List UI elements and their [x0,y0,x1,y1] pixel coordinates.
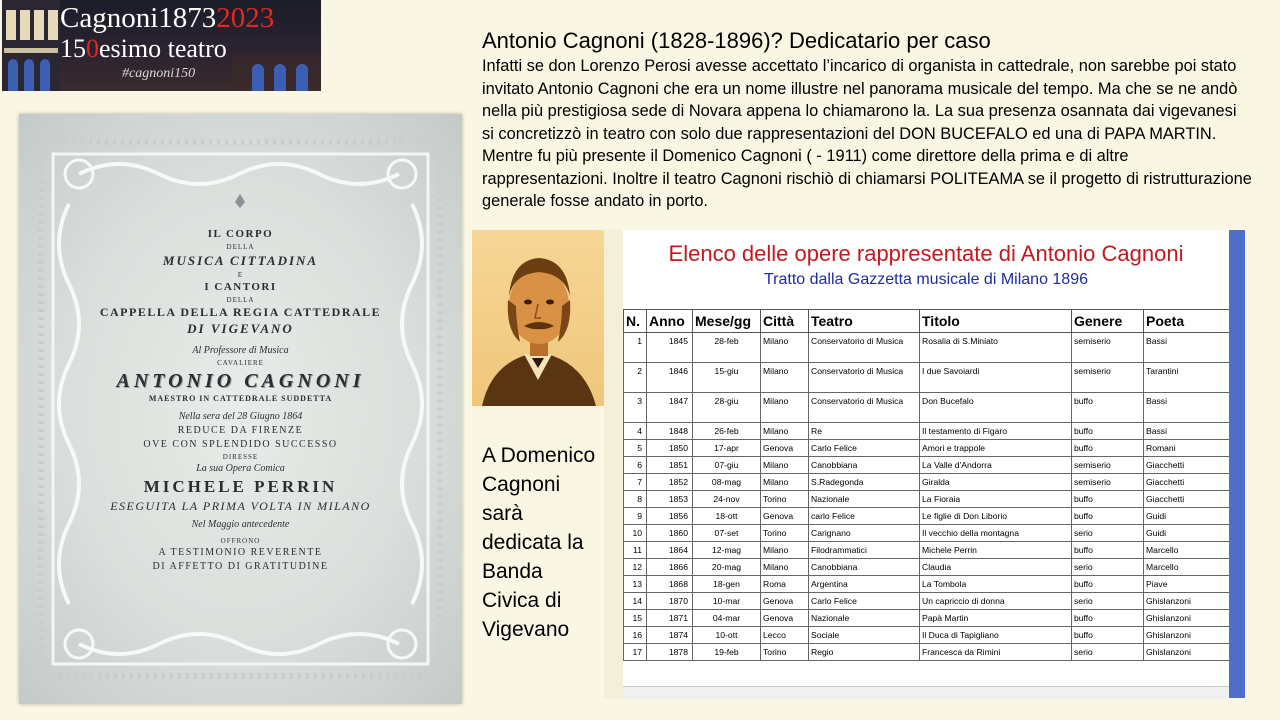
table-cell: 1878 [647,644,693,661]
table-cell: Il vecchio della montagna [920,525,1072,542]
poster-line: Al Professore di Musica [192,345,289,356]
table-row [624,333,1230,363]
table-cell: 1870 [647,593,693,610]
table-cell: Giacchetti [1144,474,1230,491]
table-row [624,559,1230,576]
table-cell: buffo [1072,491,1144,508]
table-cell: 1848 [647,423,693,440]
table-cell: 04-mar [693,610,761,627]
poster-line: Nel Maggio antecedente [191,519,290,530]
table-cell: Giralda [920,474,1072,491]
table-cell: semiserio [1072,457,1144,474]
table-row [624,593,1230,610]
table-cell: Don Bucefalo [920,393,1072,423]
table-cell: Re [809,423,920,440]
table-cell: 08-mag [693,474,761,491]
table-cell: Milano [761,393,809,423]
table-cell: 10-mar [693,593,761,610]
table-cell: 1 [624,333,647,363]
table-cell: 1866 [647,559,693,576]
poster-line: DIRESSE [222,453,259,461]
poster-line: E [237,271,244,279]
poster-line: I CANTORI [204,281,277,293]
table-cell: semiserio [1072,333,1144,363]
table-cell: Bassi [1144,393,1230,423]
cagnoni150-logo [2,0,321,91]
table-row [624,610,1230,627]
table-cell: 8 [624,491,647,508]
poster-line: MICHELE PERRIN [143,477,338,496]
table-cell: Filodrammatici [809,542,920,559]
table-cell: Regio [809,644,920,661]
table-row [624,474,1230,491]
table-cell: buffo [1072,610,1144,627]
table-cell: S.Radegonda [809,474,920,491]
table-row [624,440,1230,457]
table-cell: La Valle d'Andorra [920,457,1072,474]
table-cell: Roma [761,576,809,593]
table-cell: Romani [1144,440,1230,457]
logo-years-start: Cagnoni1873 [60,2,217,34]
table-cell: 14 [624,593,647,610]
logo-esimo-teatro: esimo teatro [99,34,227,63]
table-cell: Giacchetti [1144,491,1230,508]
table-row [624,393,1230,423]
poster-line: DELLA [226,243,255,251]
table-cell: 6 [624,457,647,474]
table-cell: Nazionale [809,491,920,508]
table-cell: Carlo Felice [809,593,920,610]
logo-0: 0 [86,34,99,63]
logo-line-2 [60,34,227,64]
table-cell: 11 [624,542,647,559]
portrait-illustration [472,230,605,406]
table-cell: 28-feb [693,333,761,363]
poster-line: ANTONIO CAGNONI [116,370,365,392]
table-cell: Il Duca di Tapigliano [920,627,1072,644]
column-header: Poeta [1144,310,1230,333]
poster-line: IL CORPO [207,228,274,240]
poster-line: REDUCE DA FIRENZE [177,425,304,436]
table-cell: 1845 [647,333,693,363]
blue-side-bar [1229,230,1245,698]
opere-table [623,309,1230,661]
table-cell: serio [1072,593,1144,610]
table-cell: Rosalia di S.Miniato [920,333,1072,363]
table-cell: buffo [1072,627,1144,644]
table-cell: Un capriccio di donna [920,593,1072,610]
table-title: Elenco delle opere rappresentate di Antonio Cagnoni [668,241,1184,266]
table-cell: 1864 [647,542,693,559]
table-cell: buffo [1072,393,1144,423]
table-cell: Papà Martin [920,610,1072,627]
table-cell: serio [1072,644,1144,661]
logo-years-end: 2023 [216,2,275,34]
table-cell: 26-feb [693,423,761,440]
table-cell: Genova [761,508,809,525]
table-cell: 1852 [647,474,693,491]
poster-line: DI AFFETTO DI GRATITUDINE [152,561,329,572]
column-header: Teatro [809,310,920,333]
table-cell: Tarantini [1144,363,1230,393]
table-cell: Canobbiana [809,559,920,576]
dedication-poster [19,114,462,704]
table-cell: Torino [761,491,809,508]
table-cell: 20-mag [693,559,761,576]
table-cell: carlo Felice [809,508,920,525]
page-title: Antonio Cagnoni (1828-1896)? Dedicatario per caso [482,28,991,53]
table-cell: Bassi [1144,423,1230,440]
sheet-scroll-area [623,686,1229,699]
table-cell: Carlo Felice [809,440,920,457]
poster-line: A TESTIMONIO REVERENTE [158,547,323,558]
poster-line: CAVALIERE [217,359,264,367]
column-header: Genere [1072,310,1144,333]
table-cell: 07-set [693,525,761,542]
table-cell: Lecco [761,627,809,644]
logo-line-1 [60,2,274,35]
table-cell: Conservatorio di Musica [809,393,920,423]
table-cell: 07-giu [693,457,761,474]
table-cell: Ghislanzoni [1144,593,1230,610]
table-cell: Ghislanzoni [1144,644,1230,661]
table-cell: 28-giu [693,393,761,423]
table-cell: Torino [761,525,809,542]
antonio-cagnoni-portrait [472,230,605,406]
table-cell: Guidi [1144,508,1230,525]
table-cell: Conservatorio di Musica [809,363,920,393]
table-cell: Marcello [1144,559,1230,576]
column-header: Città [761,310,809,333]
poster-line: DI VIGEVANO [187,321,294,336]
table-cell: La Fioraia [920,491,1072,508]
table-cell: 15 [624,610,647,627]
table-cell: 12 [624,559,647,576]
table-cell: 1860 [647,525,693,542]
table-cell: Conservatorio di Musica [809,333,920,363]
table-cell: Amori e trappole [920,440,1072,457]
table-cell: serio [1072,559,1144,576]
table-cell: I due Savoiardi [920,363,1072,393]
table-row [624,457,1230,474]
table-cell: 13 [624,576,647,593]
poster-text [19,199,462,574]
table-cell: Francesca da Rimini [920,644,1072,661]
table-cell: 4 [624,423,647,440]
opere-table-sheet [623,230,1229,698]
table-cell: 1851 [647,457,693,474]
table-cell: Nazionale [809,610,920,627]
table-cell: Sociale [809,627,920,644]
table-cell: Genova [761,593,809,610]
table-cell: 1847 [647,393,693,423]
table-cell: Piave [1144,576,1230,593]
table-cell: 17-apr [693,440,761,457]
table-cell: Torino [761,644,809,661]
logo-15: 15 [60,34,86,63]
table-cell: 3 [624,393,647,423]
column-header: Titolo [920,310,1072,333]
poster-line: DELLA [226,296,255,304]
table-cell: La Tombola [920,576,1072,593]
table-header-row [624,310,1230,333]
table-row [624,644,1230,661]
table-cell: semiserio [1072,474,1144,491]
logo-hashtag: #cagnoni150 [122,66,196,81]
table-cell: Milano [761,363,809,393]
poster-line: CAPPELLA DELLA REGIA CATTEDRALE [99,305,382,319]
table-cell: 18-ott [693,508,761,525]
banda-civica-caption: A Domenico Cagnoni sarà dedicata la Banda Civica di Vigevano [482,444,596,641]
table-cell: 1853 [647,491,693,508]
poster-line: La sua Opera Comica [196,463,285,474]
table-row [624,491,1230,508]
table-cell: Milano [761,457,809,474]
table-row [624,576,1230,593]
table-cell: buffo [1072,508,1144,525]
table-cell: Claudia [920,559,1072,576]
table-cell: semiserio [1072,363,1144,393]
table-cell: Genova [761,440,809,457]
table-cell: Milano [761,542,809,559]
table-cell: 12-mag [693,542,761,559]
table-cell: 9 [624,508,647,525]
table-subtitle: Tratto dalla Gazzetta musicale di Milano 1896 [763,271,1088,288]
table-cell: 1846 [647,363,693,393]
column-header: Mese/gg [693,310,761,333]
table-row [624,363,1230,393]
table-row [624,525,1230,542]
table-cell: Carignano [809,525,920,542]
table-cell: 17 [624,644,647,661]
poster-line: MAESTRO IN CATTEDRALE SUDDETTA [148,394,333,403]
poster-line: MUSICA CITTADINA [162,253,319,268]
table-cell: buffo [1072,542,1144,559]
table-cell: Ghislanzoni [1144,627,1230,644]
table-cell: 1868 [647,576,693,593]
table-cell: 1856 [647,508,693,525]
table-cell: 16 [624,627,647,644]
table-cell: buffo [1072,576,1144,593]
table-cell: Argentina [809,576,920,593]
table-cell: Giacchetti [1144,457,1230,474]
table-cell: serio [1072,525,1144,542]
table-cell: 10 [624,525,647,542]
table-row [624,508,1230,525]
table-cell: 5 [624,440,647,457]
table-cell: 2 [624,363,647,393]
table-cell: Genova [761,610,809,627]
table-body [624,333,1230,661]
table-row [624,423,1230,440]
table-cell: 10-ott [693,627,761,644]
poster-line: ESEGUITA LA PRIMA VOLTA IN MILANO [110,499,371,513]
column-header: Anno [647,310,693,333]
table-cell: Ghislanzoni [1144,610,1230,627]
poster-line: OFFRONO [220,537,261,545]
table-cell: Milano [761,423,809,440]
column-header: N. [624,310,647,333]
table-cell: 24-nov [693,491,761,508]
table-cell: 1874 [647,627,693,644]
table-cell: 1850 [647,440,693,457]
opere-table-panel [604,230,1245,698]
table-cell: Milano [761,474,809,491]
table-row [624,542,1230,559]
table-cell: Michele Perrin [920,542,1072,559]
table-cell: Guidi [1144,525,1230,542]
table-cell: 7 [624,474,647,491]
intro-paragraph: Infatti se don Lorenzo Perosi avesse accettato l’incarico di organista in cattedrale, non sarebbe poi stato invitato Antonio Cagnoni che era un nome illustre nel panorama musicale del tempo. Ma che se ne andò nella più prestigiosa sede di Novara appena lo chiamarono la. La sua presenza osannata dai vigevanesi si concretizzò in teatro con solo due rappresentazioni del DON BUCEFALO ed una di PAPA MARTIN. Mentre fu più presente il Domenico Cagnoni ( - 1911) come direttore della prima e di altre rappresentazioni. Inoltre il teatro Cagnoni rischiò di chiamarsi POLITEAMA se il progetto di ristrutturazione generale fosse andato in porto. [482,57,1252,210]
table-cell: Il testamento di Figaro [920,423,1072,440]
table-cell: 1871 [647,610,693,627]
poster-line: OVE CON SPLENDIDO SUCCESSO [143,439,338,450]
table-row [624,627,1230,644]
table-cell: Le figlie di Don Liborio [920,508,1072,525]
table-cell: Marcello [1144,542,1230,559]
table-cell: 18-gen [693,576,761,593]
table-cell: Milano [761,333,809,363]
table-cell: buffo [1072,423,1144,440]
table-cell: Canobbiana [809,457,920,474]
table-cell: Milano [761,559,809,576]
table-cell: Bassi [1144,333,1230,363]
table-cell: 19-feb [693,644,761,661]
table-cell: 15-giu [693,363,761,393]
poster-line: Nella sera del 28 Giugno 1864 [178,411,303,422]
table-cell: buffo [1072,440,1144,457]
